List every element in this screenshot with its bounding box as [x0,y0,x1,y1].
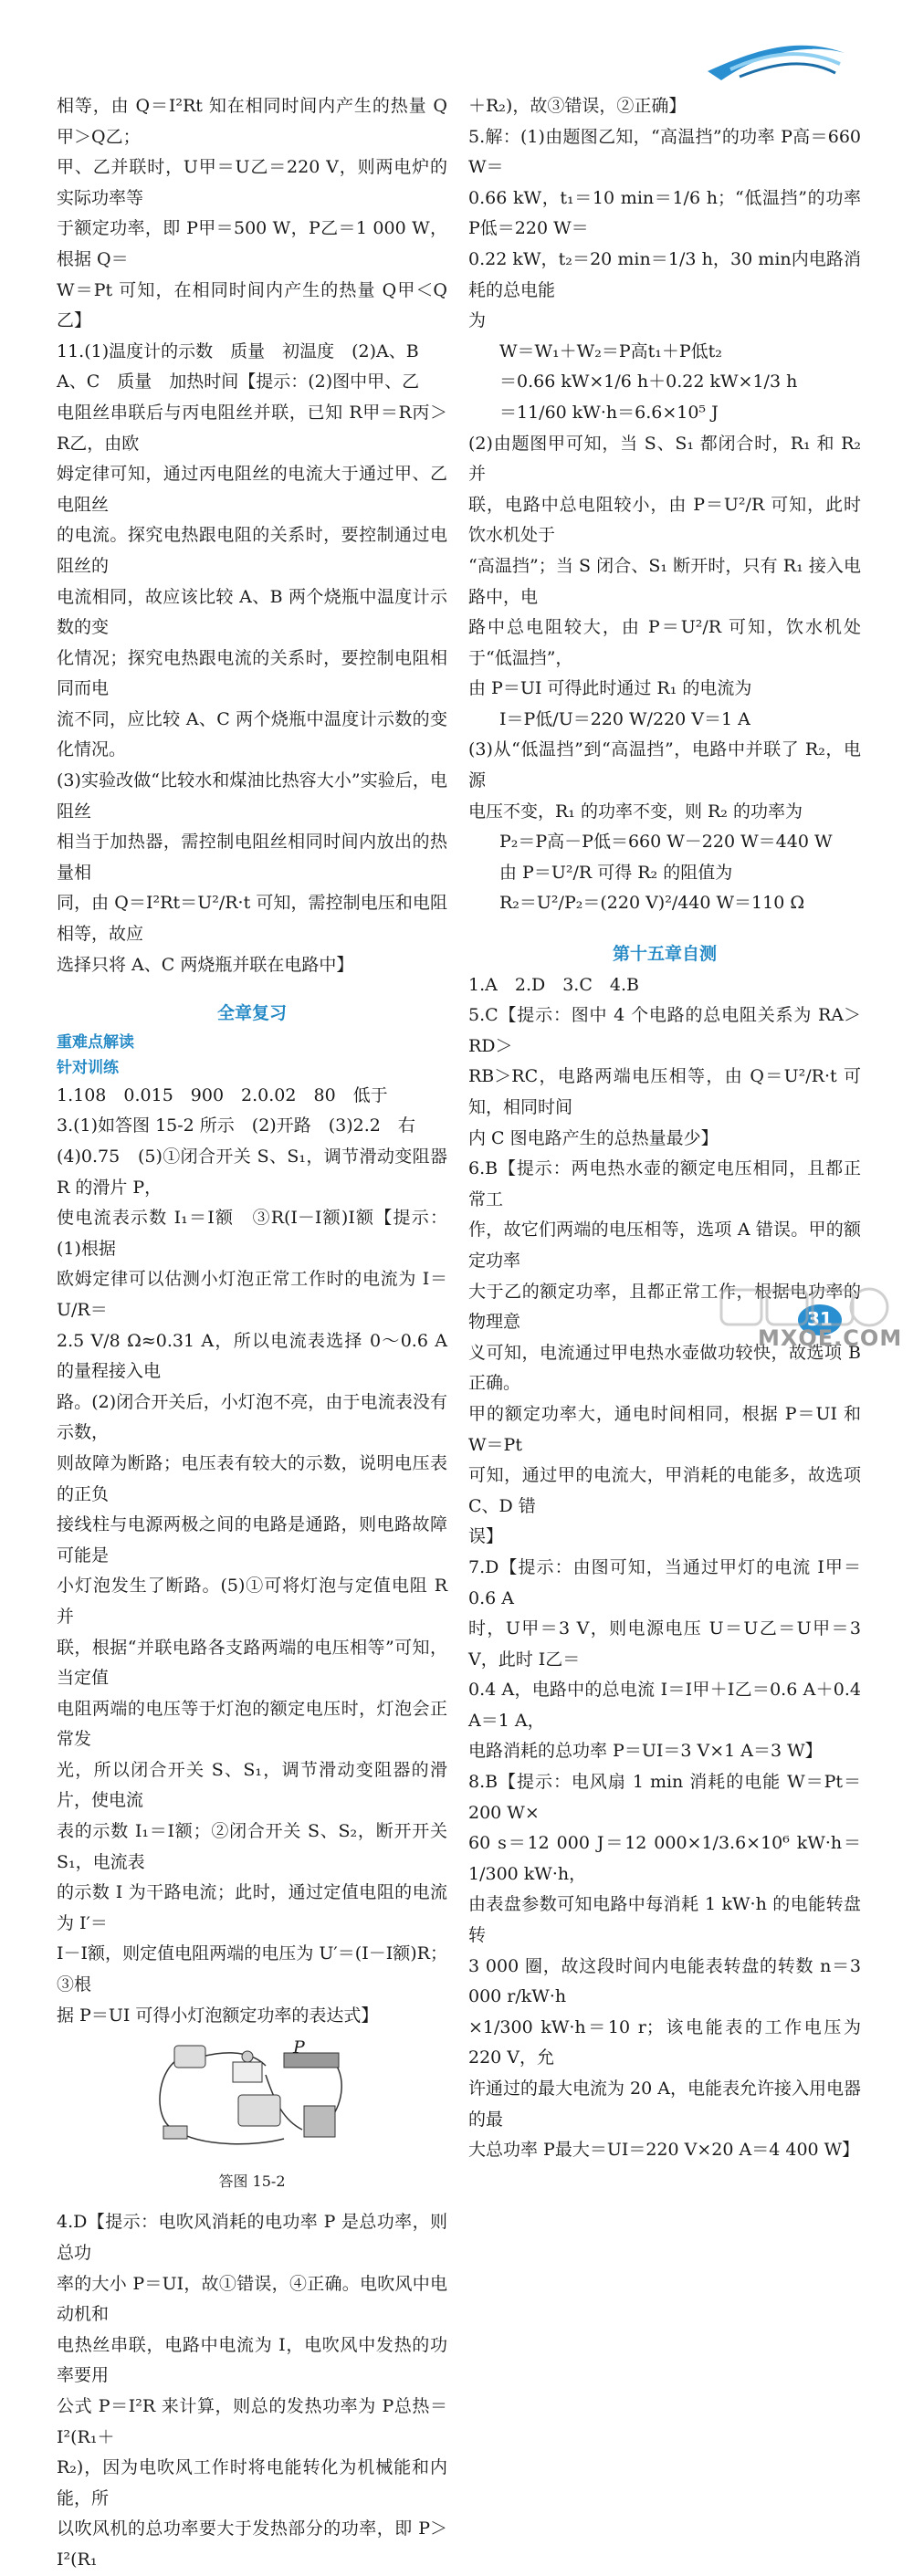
text-line: 4.D【提示：电吹风消耗的电功率 P 是总功率，则总功 [57,2212,447,2263]
text-line: RB＞RC，电路两端电压相等，由 Q＝U²/R·t 可知，相同时间 [468,1066,861,1117]
equation-intro-r2: 由 P＝U²/R 可得 R₂ 的阻值为 [499,862,733,883]
text-line: 电阻两端的电压等于灯泡的额定电压时，灯泡会正常发 [57,1698,447,1750]
subheading-key-points: 重难点解读 [57,1032,134,1052]
circuit-figure [57,2038,447,2164]
text-line: 姆定律可知，通过丙电阻丝的电流大于通过甲、乙电阻丝 [57,464,447,515]
text-line: 6.B【提示：两电热水壶的额定电压相同，且都正常工 [468,1158,861,1209]
left-text-block-2 [57,1081,447,2031]
right-text-block [468,91,861,337]
text-line: 甲的额定功率大，通电时间相同，根据 P＝UI 和 W＝Pt [468,1403,861,1455]
text-line: 电流相同，故应该比较 A、B 两个烧瓶中温度计示数的变 [57,586,447,638]
text-line: 率的大小 P＝UI，故①错误，④正确。电吹风中电动机和 [57,2273,447,2325]
section-title-review: 全章复习 [216,1003,287,1024]
text-line: 则故障为断路；电压表有较大的示数，说明电压表的正负 [57,1452,447,1504]
right-column [468,91,861,2166]
text-line: 表的示数 I₁＝I额；②闭合开关 S、S₂，断开开关 S₁，电流表 [57,1821,447,1872]
watermark-text: MXQE.COM [758,1325,903,1351]
text-line: 0.4 A，电路中的总电流 I＝I甲＋I乙＝0.6 A＋0.4 A＝1 A， [468,1680,861,1731]
header-swoosh-decoration [703,16,849,89]
text-line: 1.108 0.015 900 2.0.02 80 低于 [57,1084,388,1105]
text-line: 联，电路中总电阻较小，由 P＝U²/R 可知，此时饮水机处于 [468,494,861,546]
text-line: 电压不变，R₁ 的功率不变，则 R₂ 的功率为 [468,801,803,822]
text-line: 可知，通过甲的电流大，甲消耗的电能多，故选项 C、D 错 [468,1465,861,1516]
text-line: (3)从“低温挡”到“高温挡”，电路中并联了 R₂，电源 [468,739,861,791]
left-text-block [57,91,447,980]
circuit-diagram [147,2038,357,2153]
text-line: ＋R₂)，故③错误，②正确】 [468,96,687,116]
right-text-block-3 [468,735,861,827]
left-text-block-3 [57,2207,447,2575]
text-line: 作，故它们两端的电压相等，选项 A 错误。甲的额定功率 [468,1220,861,1271]
text-line: 据 P＝UI 可得小灯泡额定功率的表达式】 [57,2005,379,2026]
text-line: W＝W₁＋W₂＝P高t₁＋P低t₂ [499,340,722,361]
equation-resistance-r2: R₂＝U²/P₂＝(220 V)²/440 W＝110 Ω [499,893,805,914]
text-line: 流不同，应比较 A、C 两个烧瓶中温度计示数的变化情况。 [57,708,447,760]
text-line: ＝11/60 kW·h＝6.6×10⁵ J [499,402,719,423]
text-line: 小灯泡发生了断路。(5)①可将灯泡与定值电阻 R 并 [57,1576,447,1627]
text-line: 以吹风机的总功率要大于发热部分的功率，即 P＞I²(R₁ [57,2518,447,2570]
right-equations [468,337,861,429]
text-line: 电阻丝串联后与丙电阻丝并联，已知 R甲＝R丙＞R乙，由欧 [57,402,447,454]
right-text-block-2 [468,429,861,705]
text-line: 化情况；探究电热跟电流的关系时，要控制电阻相同而电 [57,647,447,699]
text-line: 5.C【提示：图中 4 个电路的总电阻关系为 RA＞RD＞ [468,1005,861,1056]
text-line: ×1/300 kW·h＝10 r；该电能表的工作电压为 220 V，允 [468,2016,861,2068]
text-line: 的示数 I 为干路电流；此时，通过定值电阻的电流为 I′＝ [57,1882,447,1933]
text-line: 3.(1)如答图 15-2 所示 (2)开路 (3)2.2 右 [57,1115,415,1136]
text-line: ＝0.66 kW×1/6 h＋0.22 kW×1/3 h [499,372,798,393]
text-line: 使电流表示数 I₁＝I额 ③R(I－I额)I额【提示：(1)根据 [57,1208,447,1259]
text-line: A、C 质量 加热时间【提示：(2)图中甲、乙 [57,372,420,393]
text-line: 联，根据“并联电路各支路两端的电压相等”可知，当定值 [57,1637,447,1689]
equation-current: I＝P低/U＝220 W/220 V＝1 A [499,708,750,729]
text-line: 同，由 Q＝I²Rt＝U²/R·t 可知，需控制电压和电阻相等，故应 [57,893,447,945]
text-line: 时，U甲＝3 V，则电源电压 U＝U乙＝U甲＝3 V，此时 I乙＝ [468,1618,861,1670]
text-line: 的电流。探究电热跟电阻的关系时，要控制通过电阻丝的 [57,525,447,576]
text-line: 5.解：(1)由题图乙知，“高温挡”的功率 P高＝660 W＝ [468,126,861,178]
text-line: 11.(1)温度计的示数 质量 初温度 (2)A、B [57,340,419,361]
right-text-block-4 [468,970,861,2166]
text-line: 于额定功率，即 P甲＝500 W，P乙＝1 000 W，根据 Q＝ [57,218,447,269]
text-line: 误】 [468,1526,504,1547]
text-line: I－I额，则定值电阻两端的电压为 U′＝(I－I额)R；③根 [57,1943,447,1995]
left-column [57,91,447,2576]
text-line: 光，所以闭合开关 S、S₁，调节滑动变阻器的滑片，使电流 [57,1759,447,1811]
text-line: (3)实验改做“比较水和煤油比热容大小”实验后，电阻丝 [57,770,447,822]
figure-label-p: P [293,2037,305,2058]
text-line: 0.66 kW，t₁＝10 min＝1/6 h；“低温挡”的功率 P低＝220 W＝ [468,187,861,239]
figure-caption: 答图 15-2 [218,2172,286,2190]
page-number: 31 [807,1308,833,1330]
text-line: 路中总电阻较大，由 P＝U²/R 可知，饮水机处于“低温挡”， [468,617,861,668]
text-line: 甲、乙并联时，U甲＝U乙＝220 V，则两电炉的实际功率等 [57,157,447,208]
text-line: 电热丝串联，电路中电流为 I，电吹风中发热的功率要用 [57,2334,447,2386]
text-line: 大于乙的额定功率，且都正常工作，根据电功率的物理意 [468,1281,861,1333]
text-line: 内 C 图电路产生的总热量最少】 [468,1127,719,1148]
text-line: 选择只将 A、C 两烧瓶并联在电路中】 [57,954,354,975]
text-line: 由表盘参数可知电路中每消耗 1 kW·h 的电能转盘转 [468,1894,861,1946]
text-line: 1.A 2.D 3.C 4.B [468,974,639,995]
text-line: (2)由题图甲可知，当 S、S₁ 都闭合时，R₁ 和 R₂ 并 [468,433,861,485]
text-line: 7.D【提示：由图可知，当通过甲灯的电流 I甲＝0.6 A [468,1556,861,1608]
text-line: 8.B【提示：电风扇 1 min 消耗的电能 W＝Pt＝200 W× [468,1772,861,1823]
text-line: 义可知，电流通过甲电热水壶做功较快，故选项 B 正确。 [468,1342,861,1394]
text-line: 2.5 V/8 Ω≈0.31 A，所以电流表选择 0～0.6 A 的量程接入电 [57,1330,447,1382]
text-line: “高温挡”；当 S 闭合、S₁ 断开时，只有 R₁ 接入电路中，电 [468,555,861,607]
text-line: 相当于加热器，需控制电阻丝相同时间内放出的热量相 [57,832,447,883]
text-line: 接线柱与电源两极之间的电路是通路，则电路故障可能是 [57,1514,447,1565]
text-line: (4)0.75 (5)①闭合开关 S、S₁，调节滑动变阻器 R 的滑片 P， [57,1147,447,1198]
text-line: 许通过的最大电流为 20 A，电能表允许接入用电器的最 [468,2079,861,2130]
text-line: 为 [468,310,487,331]
text-line: R₂)，因为电吹风工作时将电能转化为机械能和内能，所 [57,2457,447,2508]
subheading-practice: 针对训练 [57,1058,119,1077]
text-line: 相等，由 Q＝I²Rt 知在相同时间内产生的热量 Q甲＞Q乙； [57,96,447,147]
text-line: 由 P＝UI 可得此时通过 R₁ 的电流为 [468,678,752,699]
text-line: W＝Pt 可知，在相同时间内产生的热量 Q甲＜Q乙】 [57,279,447,331]
text-line: 路。(2)闭合开关后，小灯泡不亮，由于电流表没有示数， [57,1391,447,1443]
text-line: 3 000 圈，故这段时间内电能表转盘的转数 n＝3 000 r/kW·h [468,1955,861,2007]
text-line: 公式 P＝I²R 来计算，则总的发热功率为 P总热＝I²(R₁＋ [57,2395,447,2447]
text-line: 60 s＝12 000 J＝12 000×1/3.6×10⁶ kW·h＝1/300 kW·h， [468,1833,861,1884]
text-line: 大总功率 P最大＝UI＝220 V×20 A＝4 400 W】 [468,2140,860,2161]
text-line: 0.22 kW，t₂＝20 min＝1/3 h，30 min内电路消耗的总电能 [468,248,861,300]
equation-power-r2: P₂＝P高－P低＝660 W－220 W＝440 W [499,832,833,853]
section-title-chapter-test: 第十五章自测 [612,944,717,965]
text-line: 电路消耗的总功率 P＝UI＝3 V×1 A＝3 W】 [468,1741,823,1762]
text-line: 欧姆定律可以估测小灯泡正常工作时的电流为 I＝U/R＝ [57,1269,447,1320]
